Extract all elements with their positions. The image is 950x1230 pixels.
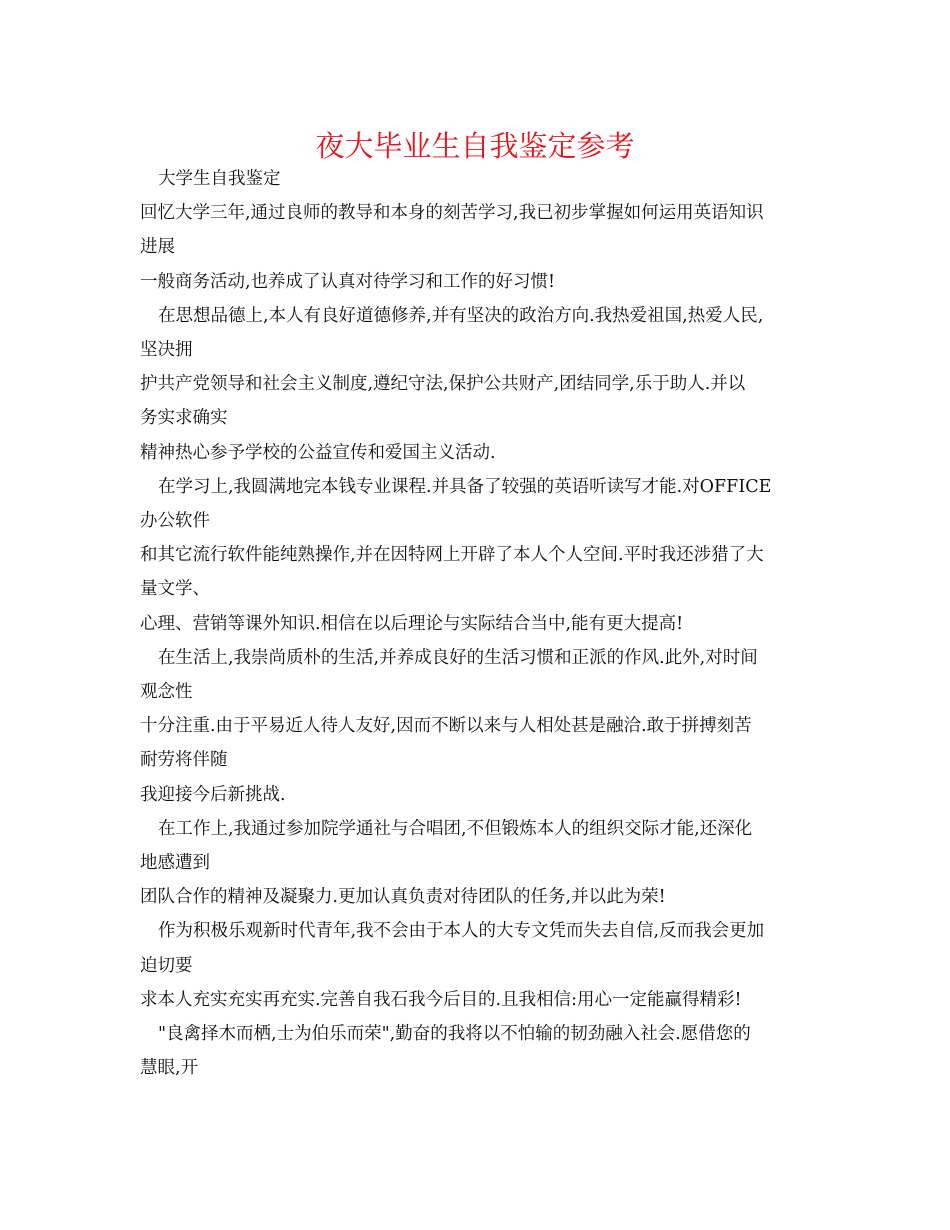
- body-line: 坚决拥: [140, 340, 193, 360]
- body-line: 回忆大学三年,通过良师的教导和本身的刻苦学习,我已初步掌握如何运用英语知识: [140, 203, 764, 224]
- body-line: 务实求确实: [140, 408, 228, 429]
- body-line: 大学生自我鉴定: [158, 169, 281, 189]
- body-line: 在工作上,我通过参加院学通社与合唱团,不但锻炼本人的组织交际才能,还深化: [158, 818, 753, 839]
- body-line: 十分注重.由于平易近人待人友好,因而不断以来与人相处甚是融洽.敢于拼搏刻苦: [140, 716, 752, 737]
- body-line: 心理、营销等课外知识.相信在以后理论与实际结合当中,能有更大提高!: [140, 613, 684, 634]
- body-line: 一般商务活动,也养成了认真对待学习和工作的好习惯!: [140, 271, 556, 292]
- body-line: 进展: [140, 237, 175, 258]
- body-line: "良禽择木而栖,士为伯乐而荣",勤奋的我将以不怕输的韧劲融入社会.愿借您的: [158, 1024, 751, 1044]
- body-line: 耐劳将伴随: [140, 750, 228, 771]
- body-line: 求本人充实充实再充实.完善自我石我今后目的.且我相信:用心一定能赢得精彩!: [140, 989, 742, 1010]
- body-line: 护共产党领导和社会主义制度,遵纪守法,保护公共财产,团结同学,乐于助人.并以: [140, 374, 746, 395]
- body-line: 地感遭到: [140, 853, 210, 873]
- body-line: 观念性: [140, 682, 193, 702]
- body-line: 慧眼,开: [140, 1058, 199, 1079]
- body-line: 我迎接今后新挑战.: [140, 784, 286, 805]
- body-line: 在思想品德上,本人有良好道德修养,并有坚决的政治方向.我热爱祖国,热爱人民,: [158, 305, 764, 326]
- body-line: 迫切要: [140, 955, 193, 976]
- body-line: 作为积极乐观新时代青年,我不会由于本人的大专文凭而失去自信,反而我会更加: [158, 921, 765, 942]
- body-line: 量文学、: [140, 579, 210, 600]
- body-line: 精神热心参予学校的公益宣传和爱国主义活动.: [140, 442, 496, 463]
- body-line: 团队合作的精神及凝聚力.更加认真负责对待团队的任务,并以此为荣!: [140, 887, 666, 908]
- body-line: 办公软件: [140, 511, 210, 531]
- body-line: 和其它流行软件能纯熟操作,并在因特网上开辟了本人个人空间.平时我还涉猎了大: [140, 545, 764, 566]
- body-line: 在学习上,我圆满地完本钱专业课程.并具备了较强的英语听读写才能.对OFFICE: [158, 476, 772, 497]
- document-title: 夜大毕业生自我鉴定参考: [315, 129, 635, 163]
- body-line: 在生活上,我崇尚质朴的生活,并养成良好的生活习惯和正派的作风.此外,对时间: [158, 647, 758, 668]
